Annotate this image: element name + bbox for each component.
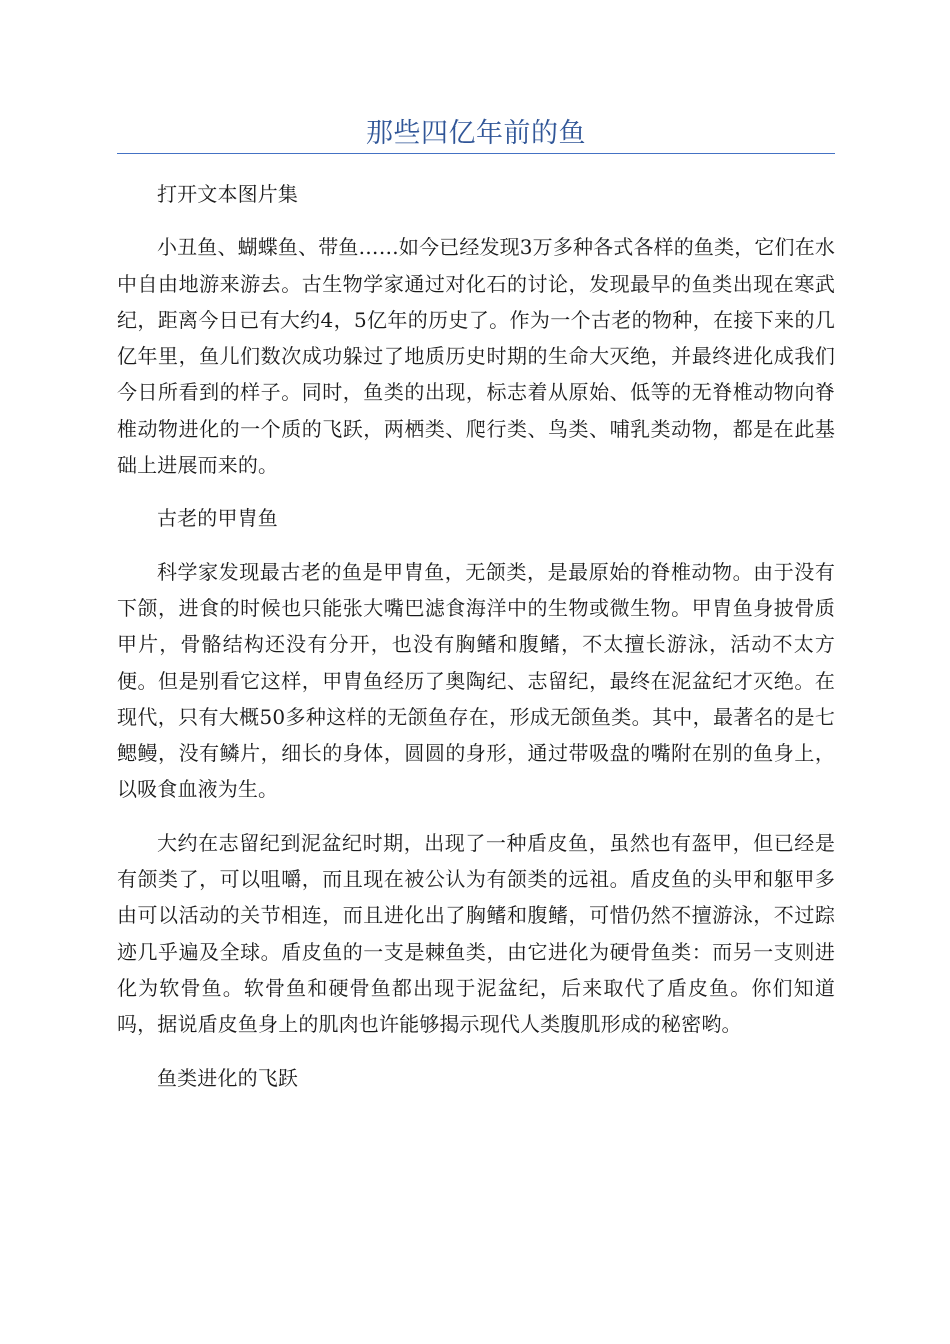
section-heading-evolution-leap: 鱼类进化的飞跃 [157,1065,299,1090]
paragraph-image-collection-link: 打开文本图片集 [157,182,299,206]
document-page [117,0,835,1113]
paragraph-intro: 小丑鱼、蝴蝶鱼、带鱼……如今已经发现3万多种各式各样的鱼类，它们在水中自由地游来游去。古生物学家通过对化石的讨论，发现最早的鱼类出现在寒武纪，距离今日已有大约4，5亿年的历史了。作为一个古老的物种，在接下来的几亿年里，鱼儿们数次成功躲过了地质历史时期的生命大灭绝，并最终进化成我们今日所看到的样子。同时，鱼类的出现，标志着从原始、低等的无脊椎动物向脊椎动物进化的一个质的飞跃，两栖类、爬行类、鸟类、哺乳类动物，都是在此基础上进展而来的。 [117,235,835,478]
section-heading-armored-fish: 古老的甲胄鱼 [157,506,278,531]
paragraph-armored-fish: 科学家发现最古老的鱼是甲胄鱼，无颌类，是最原始的脊椎动物。由于没有下颌，进食的时候也只能张大嘴巴滤食海洋中的生物或微生物。甲胄鱼身披骨质甲片，骨骼结构还没有分开，也没有胸鳍和腹鳍，不太擅长游泳，活动不太方便。但是别看它这样，甲胄鱼经历了奥陶纪、志留纪，最终在泥盆纪才灭绝。在现代，只有大概50多种这样的无颌鱼存在，形成无颌鱼类。其中，最著名的是七鳃鳗，没有鳞片，细长的身体，圆圆的身形，通过带吸盘的嘴附在别的鱼身上，以吸食血液为生。 [117,559,835,802]
paragraph-placoderms: 大约在志留纪到泥盆纪时期，出现了一种盾皮鱼，虽然也有盔甲，但已经是有颌类了，可以咀嚼，而且现在被公认为有颌类的远祖。盾皮鱼的头甲和躯甲多由可以活动的关节相连，而且进化出了胸鳍和腹鳍，可惜仍然不擅游泳，不过踪迹几乎遍及全球。盾皮鱼的一支是棘鱼类，由它进化为硬骨鱼类：而另一支则进化为软骨鱼。软骨鱼和硬骨鱼都出现于泥盆纪，后来取代了盾皮鱼。你们知道吗，据说盾皮鱼身上的肌肉也许能够揭示现代人类腹肌形成的秘密哟。 [117,830,835,1037]
title-underline [117,153,835,154]
document-title: 那些四亿年前的鱼 [366,118,586,149]
document-body [117,176,835,1096]
